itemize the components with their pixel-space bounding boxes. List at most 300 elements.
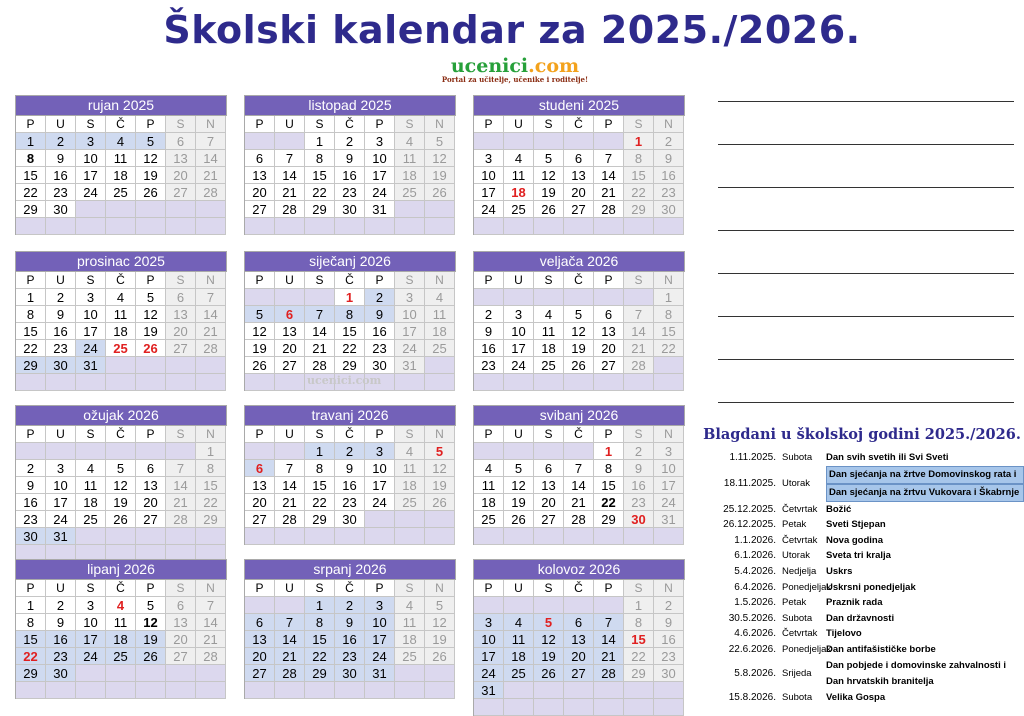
day-cell: 16 bbox=[365, 323, 395, 340]
day-cell: 1 bbox=[624, 597, 654, 614]
day-cell: 21 bbox=[594, 648, 624, 665]
day-cell: 18 bbox=[534, 340, 564, 357]
holiday-name: Praznik rada bbox=[826, 597, 883, 609]
day-cell: 12 bbox=[534, 167, 564, 184]
day-cell: 3 bbox=[76, 133, 106, 150]
day-cell: 4 bbox=[504, 150, 534, 167]
note-line bbox=[718, 144, 1014, 145]
weekday-header: U bbox=[504, 426, 534, 443]
day-cell: 16 bbox=[46, 323, 76, 340]
weekday-header: S bbox=[534, 272, 564, 289]
day-cell: 1 bbox=[305, 133, 335, 150]
day-cell: 18 bbox=[106, 167, 136, 184]
day-cell: 23 bbox=[474, 357, 504, 374]
weekday-header: N bbox=[196, 426, 226, 443]
holiday-name: Sveti Stjepan bbox=[826, 519, 886, 531]
day-cell: 26 bbox=[504, 511, 534, 528]
holiday-weekday: Nedjelja bbox=[782, 565, 817, 577]
day-cell: 15 bbox=[305, 167, 335, 184]
empty-day-cell bbox=[106, 374, 136, 391]
day-cell: 8 bbox=[196, 460, 226, 477]
month-grid bbox=[244, 579, 456, 699]
day-cell: 15 bbox=[305, 631, 335, 648]
month-title: listopad 2025 bbox=[244, 95, 456, 115]
day-cell: 3 bbox=[46, 460, 76, 477]
holiday-row bbox=[708, 502, 1024, 518]
day-cell: 14 bbox=[275, 477, 305, 494]
day-cell: 4 bbox=[534, 306, 564, 323]
day-cell: 16 bbox=[474, 340, 504, 357]
empty-day-cell bbox=[425, 511, 455, 528]
empty-day-cell bbox=[654, 699, 684, 716]
watermark: ucenici.com bbox=[307, 374, 382, 387]
day-cell: 8 bbox=[624, 614, 654, 631]
empty-day-cell bbox=[624, 289, 654, 306]
empty-day-cell bbox=[474, 133, 504, 150]
day-cell: 7 bbox=[196, 133, 226, 150]
day-cell: 15 bbox=[305, 477, 335, 494]
day-cell: 17 bbox=[654, 477, 684, 494]
month-calendar bbox=[473, 95, 685, 235]
day-cell: 20 bbox=[564, 648, 594, 665]
holiday-weekday: Subota bbox=[782, 691, 813, 703]
day-cell: 4 bbox=[106, 133, 136, 150]
day-cell: 6 bbox=[245, 460, 275, 477]
day-cell: 20 bbox=[136, 494, 166, 511]
holiday-name: Uskrs bbox=[826, 565, 853, 577]
holiday-name: Božić bbox=[826, 503, 852, 515]
day-cell: 5 bbox=[564, 306, 594, 323]
day-cell: 12 bbox=[425, 150, 455, 167]
day-cell: 30 bbox=[46, 201, 76, 218]
day-cell: 17 bbox=[76, 323, 106, 340]
empty-day-cell bbox=[76, 218, 106, 235]
day-cell: 2 bbox=[46, 597, 76, 614]
day-cell: 20 bbox=[594, 340, 624, 357]
month-grid bbox=[473, 579, 685, 716]
empty-day-cell bbox=[594, 682, 624, 699]
day-cell: 14 bbox=[196, 306, 226, 323]
weekday-header: N bbox=[196, 580, 226, 597]
day-cell: 27 bbox=[166, 340, 196, 357]
day-cell: 27 bbox=[564, 665, 594, 682]
month-title: lipanj 2026 bbox=[15, 559, 227, 579]
empty-day-cell bbox=[166, 682, 196, 699]
day-cell: 2 bbox=[46, 289, 76, 306]
empty-day-cell bbox=[395, 665, 425, 682]
day-cell: 6 bbox=[275, 306, 305, 323]
day-cell: 15 bbox=[624, 167, 654, 184]
holiday-row bbox=[708, 626, 1024, 642]
day-cell: 1 bbox=[16, 597, 46, 614]
day-cell: 5 bbox=[136, 133, 166, 150]
weekday-header: P bbox=[365, 426, 395, 443]
weekday-header: P bbox=[594, 580, 624, 597]
day-cell: 9 bbox=[335, 614, 365, 631]
weekday-header: Č bbox=[106, 426, 136, 443]
day-cell: 16 bbox=[16, 494, 46, 511]
weekday-header: P bbox=[136, 116, 166, 133]
day-cell: 28 bbox=[196, 648, 226, 665]
month-title: prosinac 2025 bbox=[15, 251, 227, 271]
day-cell: 15 bbox=[624, 631, 654, 648]
day-cell: 28 bbox=[196, 340, 226, 357]
weekday-header: U bbox=[46, 580, 76, 597]
empty-day-cell bbox=[624, 699, 654, 716]
holiday-weekday: Ponedjeljak bbox=[782, 581, 832, 593]
holiday-weekday: Petak bbox=[782, 519, 807, 531]
month-calendar bbox=[15, 95, 227, 235]
empty-day-cell bbox=[196, 201, 226, 218]
holiday-name: Tijelovo bbox=[826, 628, 862, 640]
day-cell: 28 bbox=[594, 201, 624, 218]
day-cell: 30 bbox=[335, 201, 365, 218]
weekday-header: S bbox=[624, 580, 654, 597]
note-line bbox=[718, 402, 1014, 403]
month-calendar bbox=[15, 251, 227, 391]
day-cell: 30 bbox=[335, 511, 365, 528]
day-cell: 9 bbox=[335, 150, 365, 167]
day-cell: 14 bbox=[275, 167, 305, 184]
empty-day-cell bbox=[16, 443, 46, 460]
empty-day-cell bbox=[534, 374, 564, 391]
month-calendar bbox=[15, 405, 227, 562]
empty-day-cell bbox=[654, 374, 684, 391]
weekday-header: P bbox=[594, 116, 624, 133]
day-cell: 25 bbox=[395, 494, 425, 511]
empty-day-cell bbox=[166, 218, 196, 235]
empty-day-cell bbox=[564, 218, 594, 235]
day-cell: 15 bbox=[16, 631, 46, 648]
weekday-header: N bbox=[654, 116, 684, 133]
day-cell: 7 bbox=[275, 460, 305, 477]
month-grid bbox=[244, 425, 456, 545]
day-cell: 5 bbox=[425, 597, 455, 614]
day-cell: 9 bbox=[654, 614, 684, 631]
day-cell: 6 bbox=[245, 614, 275, 631]
day-cell: 18 bbox=[504, 184, 534, 201]
day-cell: 19 bbox=[425, 167, 455, 184]
empty-day-cell bbox=[534, 133, 564, 150]
day-cell: 25 bbox=[504, 201, 534, 218]
empty-day-cell bbox=[46, 374, 76, 391]
day-cell: 19 bbox=[245, 340, 275, 357]
weekday-header: U bbox=[275, 116, 305, 133]
empty-day-cell bbox=[245, 443, 275, 460]
day-cell: 23 bbox=[335, 494, 365, 511]
day-cell: 18 bbox=[474, 494, 504, 511]
day-cell: 18 bbox=[106, 323, 136, 340]
day-cell: 8 bbox=[16, 150, 46, 167]
day-cell: 24 bbox=[76, 184, 106, 201]
holiday-row bbox=[708, 450, 1024, 466]
day-cell: 3 bbox=[365, 443, 395, 460]
day-cell: 13 bbox=[245, 477, 275, 494]
day-cell: 2 bbox=[335, 443, 365, 460]
day-cell: 23 bbox=[46, 184, 76, 201]
month-calendar bbox=[473, 559, 685, 716]
empty-day-cell bbox=[136, 665, 166, 682]
weekday-header: N bbox=[654, 580, 684, 597]
empty-day-cell bbox=[106, 682, 136, 699]
weekday-header: P bbox=[365, 580, 395, 597]
day-cell: 7 bbox=[196, 289, 226, 306]
holiday-name: Sveta tri kralja bbox=[826, 550, 891, 562]
day-cell: 21 bbox=[196, 167, 226, 184]
day-cell: 15 bbox=[16, 323, 46, 340]
empty-day-cell bbox=[136, 374, 166, 391]
day-cell: 19 bbox=[534, 648, 564, 665]
holiday-date: 1.5.2026. bbox=[734, 597, 776, 609]
day-cell: 9 bbox=[365, 306, 395, 323]
day-cell: 7 bbox=[594, 614, 624, 631]
weekday-header: U bbox=[275, 580, 305, 597]
day-cell: 23 bbox=[46, 340, 76, 357]
day-cell: 26 bbox=[564, 357, 594, 374]
day-cell: 9 bbox=[335, 460, 365, 477]
empty-day-cell bbox=[16, 374, 46, 391]
day-cell: 6 bbox=[166, 133, 196, 150]
weekday-header: P bbox=[16, 426, 46, 443]
day-cell: 31 bbox=[395, 357, 425, 374]
holiday-date: 1.11.2025. bbox=[729, 452, 776, 463]
weekday-header: Č bbox=[564, 580, 594, 597]
day-cell: 29 bbox=[16, 201, 46, 218]
day-cell: 16 bbox=[46, 631, 76, 648]
empty-day-cell bbox=[275, 597, 305, 614]
day-cell: 4 bbox=[395, 133, 425, 150]
weekday-header: P bbox=[365, 116, 395, 133]
day-cell: 11 bbox=[106, 150, 136, 167]
day-cell: 6 bbox=[594, 306, 624, 323]
month-title: travanj 2026 bbox=[244, 405, 456, 425]
weekday-header: U bbox=[275, 426, 305, 443]
day-cell: 29 bbox=[624, 201, 654, 218]
day-cell: 9 bbox=[46, 306, 76, 323]
weekday-header: S bbox=[76, 426, 106, 443]
weekday-header: Č bbox=[335, 426, 365, 443]
day-cell: 3 bbox=[365, 133, 395, 150]
empty-day-cell bbox=[504, 682, 534, 699]
day-cell: 22 bbox=[335, 340, 365, 357]
month-title: veljača 2026 bbox=[473, 251, 685, 271]
weekday-header: Č bbox=[335, 580, 365, 597]
weekday-header: P bbox=[16, 580, 46, 597]
holiday-row bbox=[708, 564, 1024, 580]
empty-day-cell bbox=[564, 528, 594, 545]
day-cell: 18 bbox=[76, 494, 106, 511]
month-title: kolovoz 2026 bbox=[473, 559, 685, 579]
day-cell: 22 bbox=[594, 494, 624, 511]
day-cell: 4 bbox=[504, 614, 534, 631]
month-grid bbox=[473, 425, 685, 545]
day-cell: 19 bbox=[136, 167, 166, 184]
day-cell: 27 bbox=[564, 201, 594, 218]
empty-day-cell bbox=[106, 201, 136, 218]
day-cell: 11 bbox=[395, 460, 425, 477]
note-line bbox=[718, 101, 1014, 102]
empty-day-cell bbox=[365, 218, 395, 235]
day-cell: 15 bbox=[654, 323, 684, 340]
day-cell: 11 bbox=[534, 323, 564, 340]
holiday-row bbox=[708, 690, 1024, 706]
weekday-header: S bbox=[624, 272, 654, 289]
empty-day-cell bbox=[106, 357, 136, 374]
day-cell: 13 bbox=[136, 477, 166, 494]
day-cell: 25 bbox=[76, 511, 106, 528]
weekday-header: S bbox=[76, 272, 106, 289]
weekday-header: Č bbox=[335, 272, 365, 289]
day-cell: 28 bbox=[564, 511, 594, 528]
day-cell: 13 bbox=[245, 631, 275, 648]
day-cell: 11 bbox=[106, 306, 136, 323]
holiday-date: 6.1.2026. bbox=[734, 550, 776, 562]
day-cell: 2 bbox=[654, 133, 684, 150]
empty-day-cell bbox=[16, 218, 46, 235]
day-cell: 14 bbox=[594, 167, 624, 184]
empty-day-cell bbox=[46, 218, 76, 235]
weekday-header: S bbox=[624, 116, 654, 133]
day-cell: 28 bbox=[275, 511, 305, 528]
day-cell: 31 bbox=[46, 528, 76, 545]
day-cell: 30 bbox=[46, 665, 76, 682]
weekday-header: N bbox=[654, 272, 684, 289]
day-cell: 12 bbox=[136, 306, 166, 323]
empty-day-cell bbox=[594, 374, 624, 391]
empty-day-cell bbox=[425, 528, 455, 545]
empty-day-cell bbox=[425, 374, 455, 391]
weekday-header: Č bbox=[335, 116, 365, 133]
weekday-header: Č bbox=[564, 272, 594, 289]
empty-day-cell bbox=[245, 289, 275, 306]
empty-day-cell bbox=[654, 682, 684, 699]
day-cell: 20 bbox=[275, 340, 305, 357]
empty-day-cell bbox=[624, 682, 654, 699]
day-cell: 3 bbox=[76, 289, 106, 306]
day-cell: 4 bbox=[474, 460, 504, 477]
day-cell: 6 bbox=[136, 460, 166, 477]
day-cell: 13 bbox=[534, 477, 564, 494]
holiday-name: Dan sjećanja na žrtve Domovinskog rata i Dan sjećanja na žrtvu Vukovara i Škabrnje bbox=[826, 466, 1024, 502]
month-grid bbox=[15, 271, 227, 391]
empty-day-cell bbox=[534, 699, 564, 716]
day-cell: 23 bbox=[16, 511, 46, 528]
day-cell: 7 bbox=[564, 460, 594, 477]
empty-day-cell bbox=[46, 682, 76, 699]
day-cell: 28 bbox=[594, 665, 624, 682]
day-cell: 23 bbox=[624, 494, 654, 511]
empty-day-cell bbox=[106, 665, 136, 682]
weekday-header: N bbox=[425, 272, 455, 289]
day-cell: 25 bbox=[534, 357, 564, 374]
day-cell: 2 bbox=[365, 289, 395, 306]
day-cell: 10 bbox=[474, 631, 504, 648]
day-cell: 28 bbox=[275, 201, 305, 218]
holiday-weekday: Četvrtak bbox=[782, 534, 818, 546]
weekday-header: U bbox=[46, 426, 76, 443]
day-cell: 16 bbox=[335, 631, 365, 648]
day-cell: 1 bbox=[624, 133, 654, 150]
day-cell: 14 bbox=[564, 477, 594, 494]
note-line bbox=[718, 187, 1014, 188]
holiday-row bbox=[708, 466, 1024, 502]
empty-day-cell bbox=[594, 699, 624, 716]
holiday-date: 1.1.2026. bbox=[734, 534, 776, 546]
month-calendar bbox=[473, 251, 685, 391]
weekday-header: N bbox=[654, 426, 684, 443]
weekday-header: S bbox=[166, 580, 196, 597]
day-cell: 10 bbox=[395, 306, 425, 323]
empty-day-cell bbox=[196, 682, 226, 699]
day-cell: 7 bbox=[196, 597, 226, 614]
holiday-date: 5.8.2026. bbox=[734, 667, 776, 679]
empty-day-cell bbox=[624, 218, 654, 235]
month-grid bbox=[15, 425, 227, 562]
day-cell: 26 bbox=[136, 184, 166, 201]
day-cell: 22 bbox=[305, 494, 335, 511]
empty-day-cell bbox=[395, 528, 425, 545]
empty-day-cell bbox=[654, 528, 684, 545]
day-cell: 19 bbox=[425, 631, 455, 648]
day-cell: 7 bbox=[275, 614, 305, 631]
empty-day-cell bbox=[504, 699, 534, 716]
day-cell: 23 bbox=[654, 648, 684, 665]
weekday-header: S bbox=[305, 426, 335, 443]
empty-day-cell bbox=[564, 682, 594, 699]
weekday-header: S bbox=[534, 116, 564, 133]
day-cell: 4 bbox=[395, 443, 425, 460]
empty-day-cell bbox=[166, 528, 196, 545]
weekday-header: U bbox=[275, 272, 305, 289]
holiday-row bbox=[708, 580, 1024, 596]
day-cell: 30 bbox=[654, 665, 684, 682]
day-cell: 8 bbox=[624, 150, 654, 167]
month-title: studeni 2025 bbox=[473, 95, 685, 115]
day-cell: 22 bbox=[305, 184, 335, 201]
empty-day-cell bbox=[76, 665, 106, 682]
empty-day-cell bbox=[136, 443, 166, 460]
day-cell: 8 bbox=[305, 460, 335, 477]
empty-day-cell bbox=[136, 682, 166, 699]
day-cell: 9 bbox=[654, 150, 684, 167]
day-cell: 27 bbox=[166, 648, 196, 665]
weekday-header: S bbox=[395, 580, 425, 597]
day-cell: 20 bbox=[166, 323, 196, 340]
day-cell: 10 bbox=[365, 150, 395, 167]
weekday-header: P bbox=[594, 426, 624, 443]
day-cell: 10 bbox=[46, 477, 76, 494]
day-cell: 22 bbox=[16, 184, 46, 201]
weekday-header: S bbox=[534, 580, 564, 597]
day-cell: 11 bbox=[395, 150, 425, 167]
weekday-header: S bbox=[76, 116, 106, 133]
day-cell: 8 bbox=[305, 614, 335, 631]
day-cell: 6 bbox=[166, 289, 196, 306]
weekday-header: U bbox=[504, 116, 534, 133]
day-cell: 10 bbox=[76, 150, 106, 167]
day-cell: 17 bbox=[504, 340, 534, 357]
weekday-header: P bbox=[365, 272, 395, 289]
note-line bbox=[718, 316, 1014, 317]
day-cell: 17 bbox=[474, 184, 504, 201]
empty-day-cell bbox=[425, 665, 455, 682]
day-cell: 17 bbox=[46, 494, 76, 511]
logo-brand-b: .com bbox=[528, 55, 580, 77]
day-cell: 20 bbox=[534, 494, 564, 511]
day-cell: 29 bbox=[16, 357, 46, 374]
day-cell: 16 bbox=[624, 477, 654, 494]
weekday-header: N bbox=[425, 116, 455, 133]
